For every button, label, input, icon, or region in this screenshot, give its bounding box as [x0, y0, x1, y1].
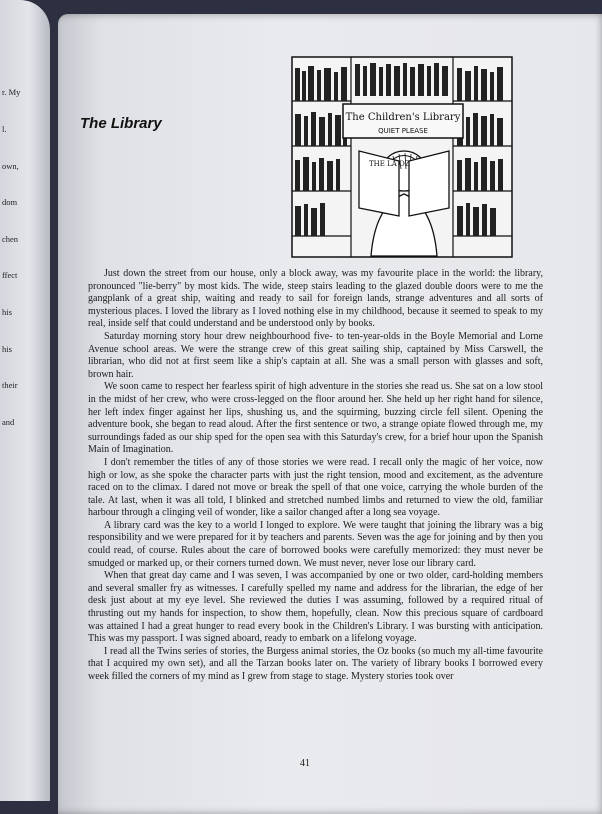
library-illustration: [291, 56, 513, 258]
paragraph: I don't remember the titles of any of those stories we were read. I recall only the magic of her voice, now high or low, as she spoke the character parts with just the right tension, mood and excitement, as the adventure raced on to the climax. I dared not move or break the spell of that one voice, carrying the whole burden of the tale. At last, when it was all told, I blinked and stretched numbed limbs and returned to view the old, familiar harbour through a clinging veil of wonder, like a sailor changed after a long sea voyage.: [88, 456, 543, 519]
facing-page-text: [2, 62, 42, 453]
facing-text-line: r. My: [2, 87, 21, 98]
paragraph: Just down the street from our house, only a block away, was my favourite place in the world: the library, pronounced "lie-berry" by most kids. The wide, steep stairs leading to the glazed double doors were to me the gangplank of a great ship, waiting and ready to sail for foreign lands, strange adventures and all sorts of mysterious places. I loved the library as I loved nothing else in my childhood, because it seemed to speak to my real, inside self that could understand and be understood only by books.: [88, 268, 543, 330]
paragraph: When that great day came and I was seven, I was accompanied by one or two older, card-holding members and several smaller fry as witnesses. I carefully spelled my name and address for the librarian, the edge of her desk just about at my eye level. She reviewed the duties I was assuming, followed by a required ritual of thrusting out my hands for inspection, to show them, hopefully, clean. Now this precious square of cardboard was attained I had a great hunger to read every book in the Children's Library. I was bursting with anticipation. This was my passport. I was signed aboard, ready to embark on a lifelong voyage.: [88, 570, 543, 645]
paragraph: A library card was the key to a world I longed to explore. We were taught that joining the library was a big responsibility and we were prepared for it by teachers and parents. Seven was the age for joining and by then you could read, of course. Rules about the care of borrowed books were carefully memorized: they must never be smudged or marked up, or their corners turned down. We must never, never lose our library card.: [88, 519, 543, 569]
facing-text-line: and: [2, 416, 15, 427]
book-cover-text: THE LA OZ: [369, 160, 410, 168]
chapter-title: The Library: [80, 115, 162, 132]
facing-text-line: their: [2, 380, 18, 391]
paragraph: Saturday morning story hour drew neighbourhood five- to ten-year-olds in the Boyle Memorial and Lorne Avenue school areas. We were the strange crew of this great sailing ship, captained by Miss Carswell, the librarian, who did not at first seem like a ship's captain at all. She was a small person with glasses and soft, brown hair.: [88, 330, 543, 380]
paragraph: We soon came to respect her fearless spirit of high adventure in the stories she read us. She sat on a low stool in the midst of her crew, who were cross-legged on the floor around her. She held up her right hand for silence, her left index finger against her lips, shushing us, and the squirming, buzzing circle fell silent. Opening the adventure book, she began to read aloud. After the first sentence or two, a strange opiate flowed through me, my surroundings faded as our ship sped for the open sea with this Saturday's crew, for a brief hour upon the Spanish Main of Imagination.: [88, 381, 543, 456]
page-number: 41: [300, 758, 310, 769]
facing-text-line: his: [2, 343, 12, 354]
facing-text-line: dom: [2, 197, 18, 208]
facing-page: [0, 0, 50, 801]
facing-text-line: chen: [2, 233, 19, 244]
chapter-body: [88, 268, 543, 684]
paragraph: I read all the Twins series of stories, the Burgess animal stories, the Oz books (so much my all-time favourite that I acquired my own set), and all the Tarzan books later on. The variety of library books I borrowed every week filled the corners of my mind as I grew from stage to stage. Mystery stories took over: [88, 645, 543, 682]
facing-text-line: his: [2, 307, 12, 318]
sign-subtitle: QUIET PLEASE: [378, 127, 428, 135]
facing-text-line: ffect: [2, 270, 18, 281]
facing-text-line: own,: [2, 160, 19, 171]
facing-text-line: l.: [2, 124, 7, 135]
sign-title: The Children's Library: [345, 112, 461, 123]
